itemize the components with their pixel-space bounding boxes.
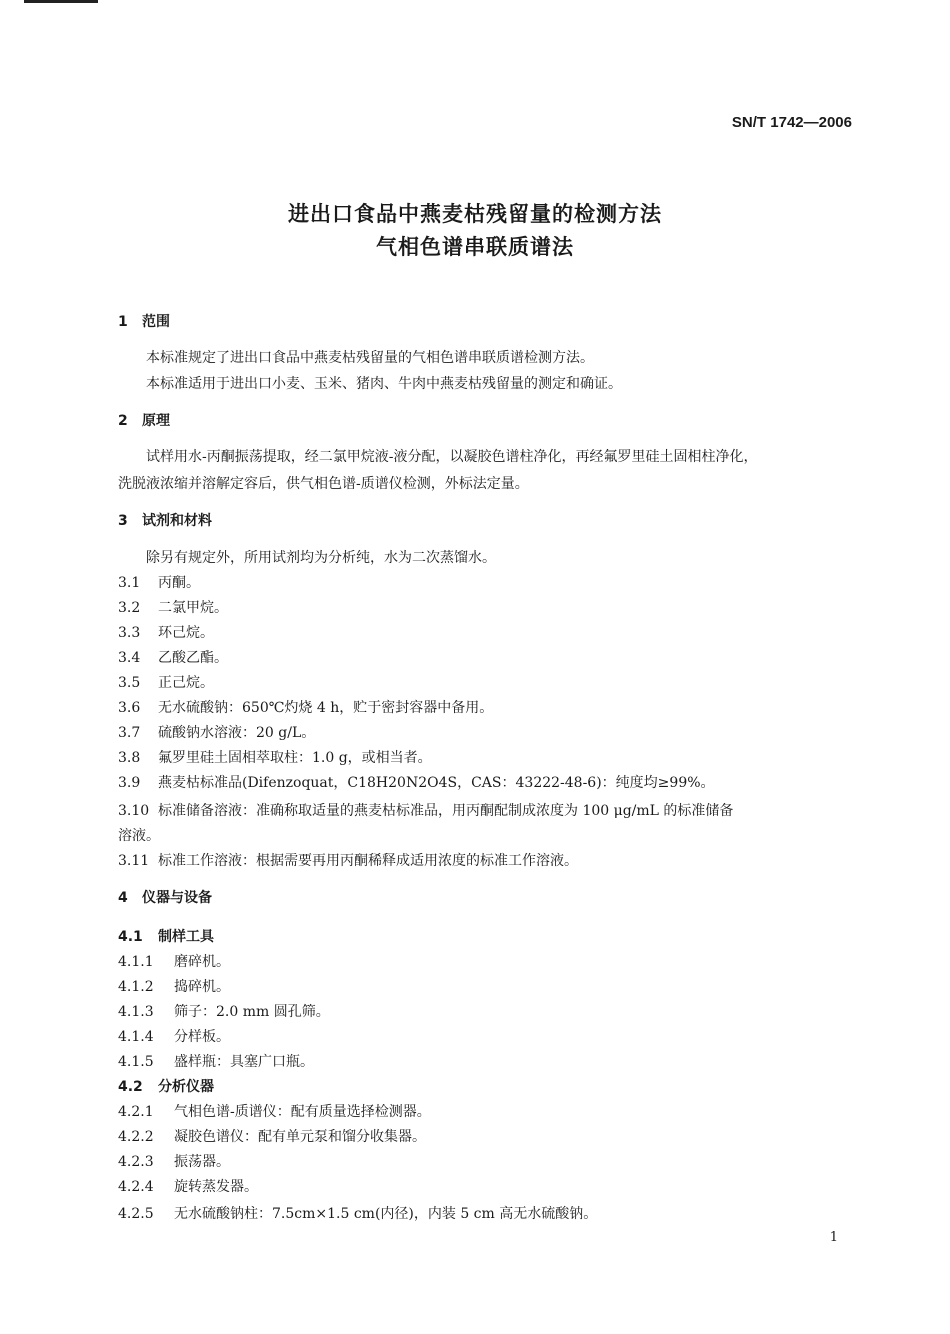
section-3-intro: 除另有规定外，所用试剂均为分析纯，水为二次蒸馏水。 xyxy=(146,550,496,566)
list-item: 3.7 硫酸钠水溶液：20 g/L。 xyxy=(118,725,316,741)
section-3-heading: 3 试剂和材料 xyxy=(118,513,212,529)
list-item: 4.1.3 筛子：2.0 mm 圆孔筛。 xyxy=(118,1004,330,1020)
standard-code: SN/T 1742—2006 xyxy=(731,114,852,131)
section-2-para-line-2: 洗脱液浓缩并溶解定容后，供气相色谱-质谱仪检测，外标法定量。 xyxy=(118,476,529,492)
top-rule xyxy=(24,0,98,3)
section-4-heading: 4 仪器与设备 xyxy=(118,890,212,906)
subsection-4-2-heading: 4.2 分析仪器 xyxy=(118,1079,214,1095)
list-item: 4.1.4 分样板。 xyxy=(118,1029,230,1045)
list-item: 4.2.3 振荡器。 xyxy=(118,1154,230,1170)
document-title: 进出口食品中燕麦枯残留量的检测方法 xyxy=(288,202,662,226)
subsection-4-1-heading: 4.1 制样工具 xyxy=(118,929,214,945)
list-item: 4.1.2 捣碎机。 xyxy=(118,979,230,995)
list-item: 4.2.5 无水硫酸钠柱：7.5cm×1.5 cm(内径)，内装 5 cm 高无水硫酸钠。 xyxy=(118,1206,598,1222)
list-item-continuation: 溶液。 xyxy=(118,828,160,844)
list-item: 4.1.5 盛样瓶：具塞广口瓶。 xyxy=(118,1054,314,1070)
list-item: 3.8 氟罗里硅土固相萃取柱：1.0 g，或相当者。 xyxy=(118,750,432,766)
section-2-heading: 2 原理 xyxy=(118,413,170,429)
list-item: 3.6 无水硫酸钠：650℃灼烧 4 h，贮于密封容器中备用。 xyxy=(118,700,494,716)
section-2-para-line-1: 试样用水-丙酮振荡提取，经二氯甲烷液-液分配，以凝胶色谱柱净化，再经氟罗里硅土固相柱净化， xyxy=(146,449,758,465)
section-1-para-2: 本标准适用于进出口小麦、玉米、猪肉、牛肉中燕麦枯残留量的测定和确证。 xyxy=(146,376,622,392)
document-subtitle: 气相色谱串联质谱法 xyxy=(376,235,574,259)
list-item: 3.10 标准储备溶液：准确称取适量的燕麦枯标准品，用丙酮配制成浓度为 100 μg/mL 的标准储备 xyxy=(118,803,734,819)
list-item: 3.3 环己烷。 xyxy=(118,625,214,641)
list-item: 3.5 正己烷。 xyxy=(118,675,214,691)
list-item: 4.1.1 磨碎机。 xyxy=(118,954,230,970)
list-item: 3.9 燕麦枯标准品(Difenzoquat，C18H20N2O4S，CAS：43222-48-6)：纯度均≥99%。 xyxy=(118,775,715,791)
list-item: 3.1 丙酮。 xyxy=(118,575,200,591)
section-1-para-1: 本标准规定了进出口食品中燕麦枯残留量的气相色谱串联质谱检测方法。 xyxy=(146,350,594,366)
list-item: 4.2.4 旋转蒸发器。 xyxy=(118,1179,258,1195)
list-item: 3.11 标准工作溶液：根据需要再用丙酮稀释成适用浓度的标准工作溶液。 xyxy=(118,853,578,869)
list-item: 3.2 二氯甲烷。 xyxy=(118,600,228,616)
list-item: 3.4 乙酸乙酯。 xyxy=(118,650,228,666)
list-item: 4.2.2 凝胶色谱仪：配有单元泵和馏分收集器。 xyxy=(118,1129,426,1145)
page-number: 1 xyxy=(829,1230,838,1245)
section-1-heading: 1 范围 xyxy=(118,314,170,330)
list-item: 4.2.1 气相色谱-质谱仪：配有质量选择检测器。 xyxy=(118,1104,431,1120)
